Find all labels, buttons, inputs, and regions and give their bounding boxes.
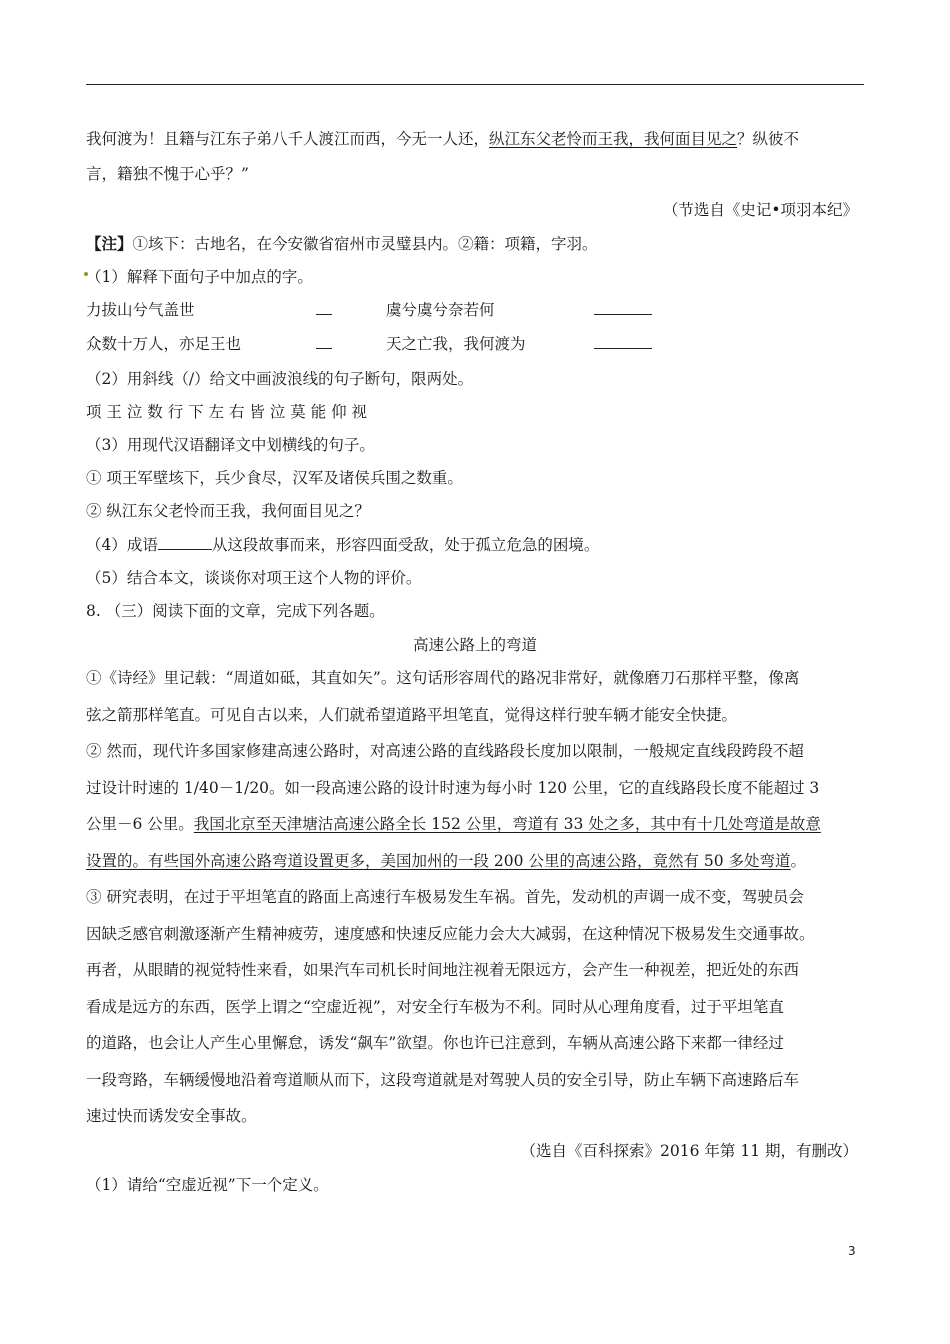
article-title: 高速公路上的弯道 (412, 636, 537, 654)
q1-item-right: 天之亡我，我何渡为 (386, 335, 526, 353)
article-line: 看成是远方的东西，医学上谓之“空虚近视”，对安全行车极为不利。同时从心理角度看，过于平坦笔直 (86, 998, 784, 1016)
article-line: 过设计时速的 1/40－1/20。如一段高速公路的设计时速为每小时 120 公里，它的直线路段长度不能超过 3 (86, 779, 820, 797)
q1-item-left: 众数十万人，亦足王也 (86, 335, 242, 353)
question-3: （3）用现代汉语翻译文中划横线的句子。 (86, 436, 375, 454)
article-line: 公里－6 公里。我国北京至天津塘沽高速公路全长 152 公里，弯道有 33 处之多，其中有十几处弯道是故意 (86, 815, 821, 833)
answer-blank (158, 535, 212, 550)
answer-blank (594, 299, 652, 321)
passage-line: 我何渡为！且籍与江东子弟八千人渡江而西，今无一人还，纵江东父老怜而王我，我何面目见之？纵彼不 (86, 130, 800, 148)
article-line: 弦之箭那样笔直。可见自古以来，人们就希望道路平坦笔直，觉得这样行驶车辆才能安全快捷。 (86, 706, 738, 724)
article-line: 一段弯路，车辆缓慢地沿着弯道顺从而下，这段弯道就是对驾驶人员的安全引导，防止车辆下高速路后车 (86, 1071, 800, 1089)
note-label: 【注】 (86, 234, 133, 253)
article-line: ③ 研究表明，在过于平坦笔直的路面上高速行车极易发生车祸。首先，发动机的声调一成不变，驾驶员会 (86, 888, 804, 906)
question-4: （4）成语 从这段故事而来，形容四面受敌，处于孤立危急的困境。 (86, 536, 600, 554)
answer-blank (594, 333, 652, 355)
q3-sentence-1: ① 项王军壁垓下，兵少食尽，汉军及诸侯兵围之数重。 (86, 469, 463, 487)
question-1: （1）解释下面句子中加点的字。 (86, 268, 313, 286)
question-5: （5）结合本文，谈谈你对项王这个人物的评价。 (86, 569, 422, 587)
article-line: 因缺乏感官刺激逐渐产生精神疲劳，速度感和快速反应能力会大大减弱，在这种情况下极易发生交通事故。 (86, 925, 815, 943)
article-line: ①《诗经》里记载：“周道如砥，其直如矢”。这句话形容周代的路况非常好，就像磨刀石那样平整，像离 (86, 669, 800, 687)
article-line: 再者，从眼睛的视觉特性来看，如果汽车司机长时间地注视着无限远方，会产生一种视差，把近处的东西 (86, 961, 800, 979)
article-question-1: （1）请给“空虚近视”下一个定义。 (86, 1176, 329, 1194)
answer-blank (316, 333, 332, 355)
underlined-sentence: 设置的。有些国外高速公路弯道设置更多，美国加州的一段 200 公里的高速公路，竟然有 50 多处弯道 (86, 852, 791, 870)
article-line: 速过快而诱发安全事故。 (86, 1107, 257, 1125)
answer-blank (316, 299, 332, 321)
source-citation: （节选自《史记•项羽本纪》 (662, 201, 858, 219)
underlined-sentence: 我国北京至天津塘沽高速公路全长 152 公里，弯道有 33 处之多，其中有十几处弯道是故意 (193, 815, 821, 833)
passage-line: 言，籍独不愧于心乎？” (86, 165, 249, 183)
question-2: （2）用斜线（/）给文中画波浪线的句子断句，限两处。 (86, 370, 474, 388)
q1-item-left: 力拔山兮气盖世 (86, 301, 195, 319)
article-line: ② 然而，现代许多国家修建高速公路时，对高速公路的直线路段长度加以限制，一般规定直线段跨段不超 (86, 742, 804, 760)
article-line: 设置的。有些国外高速公路弯道设置更多，美国加州的一段 200 公里的高速公路，竟然有 50 多处弯道。 (86, 852, 807, 870)
q3-sentence-2: ② 纵江东父老怜而王我，我何面目见之？ (86, 502, 370, 520)
q1-item-right: 虞兮虞兮奈若何 (386, 301, 495, 319)
page-number: 3 (848, 1244, 856, 1258)
header-rule (86, 84, 864, 85)
q2-sentence: 项 王 泣 数 行 下 左 右 皆 泣 莫 能 仰 视 (86, 403, 368, 421)
question-8: 8. （三）阅读下面的文章，完成下列各题。 (86, 602, 385, 620)
article-line: 的道路，也会让人产生心里懈怠，诱发“飙车”欲望。你也许已注意到，车辆从高速公路下来都一律经过 (86, 1034, 784, 1052)
underlined-sentence: 纵江东父老怜而王我，我何面目见之 (489, 130, 738, 148)
note: 【注】①垓下：古地名，在今安徽省宿州市灵璧县内。②籍：项籍，字羽。 (86, 234, 598, 253)
source-citation: （选自《百科探索》2016 年第 11 期，有删改） (520, 1142, 858, 1160)
